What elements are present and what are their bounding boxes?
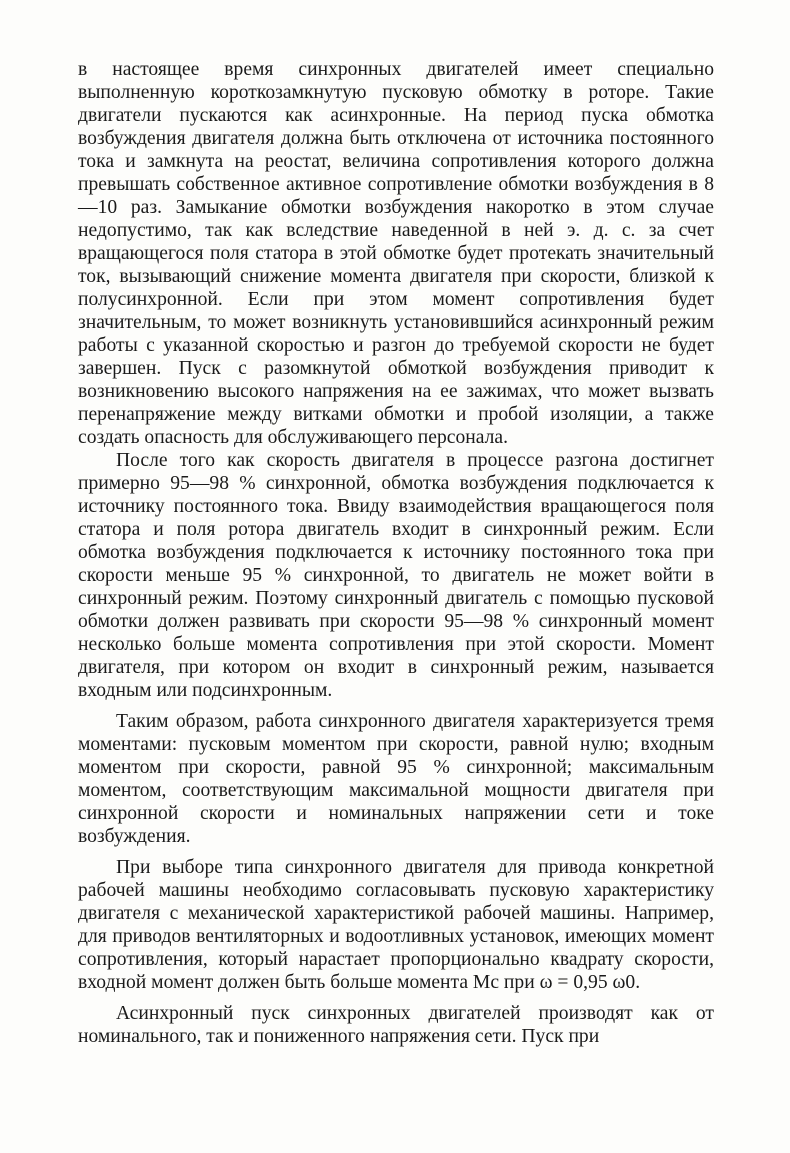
paragraph-3: Таким образом, работа синхронного двигателя характеризуется тремя моментами: пусковым моментом при скорости, равной нулю; входным моментом при скорости, равной 95 % синхронной; максимальным моментом, соответствующим максимальной мощности двигателя при синхронной скорости и номинальных напряжении сети и токе возбуждения. [78,711,714,847]
paragraph-1: в настоящее время синхронных двигателей имеет специально выполненную короткозамкнутую пусковую обмотку в роторе. Такие двигатели пускаются как асинхронные. На период пуска обмотка возбуждения двигателя должна быть отключена от источника постоянного тока и замкнута на реостат, величина сопротивления которого должна превышать собственное активное сопротивление обмотки возбуждения в 8—10 раз. Замыкание обмотки возбуждения накоротко в этом случае недопустимо, так как вследствие наведенной в ней э. д. с. за счет вращающегося поля статора в этой обмотке будет протекать значительный ток, вызывающий снижение момента двигателя при скорости, близкой к полусинхронной. Если при этом момент сопротивления будет значительным, то может возникнуть установившийся асинхронный режим работы с указанной скоростью и разгон до требуемой скорости не будет завершен. Пуск с разомкнутой обмоткой возбуждения приводит к возникновению высокого напряжения на ее зажимах, что может вызвать перенапряжение между витками обмотки и пробой изоляции, а также создать опасность для обслуживающего персонала. [78,59,714,448]
paragraph-5: Асинхронный пуск синхронных двигателей производят как от номинального, так и пониженного напряжения сети. Пуск при [78,1003,714,1047]
paragraph-2: После того как скорость двигателя в процессе разгона достигнет примерно 95—98 % синхронной, обмотка возбуждения подключается к источнику постоянного тока. Ввиду взаимодействия вращающегося поля статора и поля ротора двигатель входит в синхронный режим. Если обмотка возбуждения подключается к источнику постоянного тока при скорости меньше 95 % синхронной, то двигатель не может войти в синхронный режим. Поэтому синхронный двигатель с помощью пусковой обмотки должен развивать при скорости 95—98 % синхронный момент несколько больше момента сопротивления при этой скорости. Момент двигателя, при котором он входит в синхронный режим, называется входным или подсинхронным. [78,450,714,701]
paragraph-4: При выборе типа синхронного двигателя для привода конкретной рабочей машины необходимо согласовывать пусковую характеристику двигателя с механической характеристикой рабочей машины. Например, для приводов вентиляторных и водоотливных установок, имеющих момент сопротивления, который нарастает пропорционально квадрату скорости, входной момент должен быть больше момента Mс при ω = 0,95 ω0. [78,857,714,993]
